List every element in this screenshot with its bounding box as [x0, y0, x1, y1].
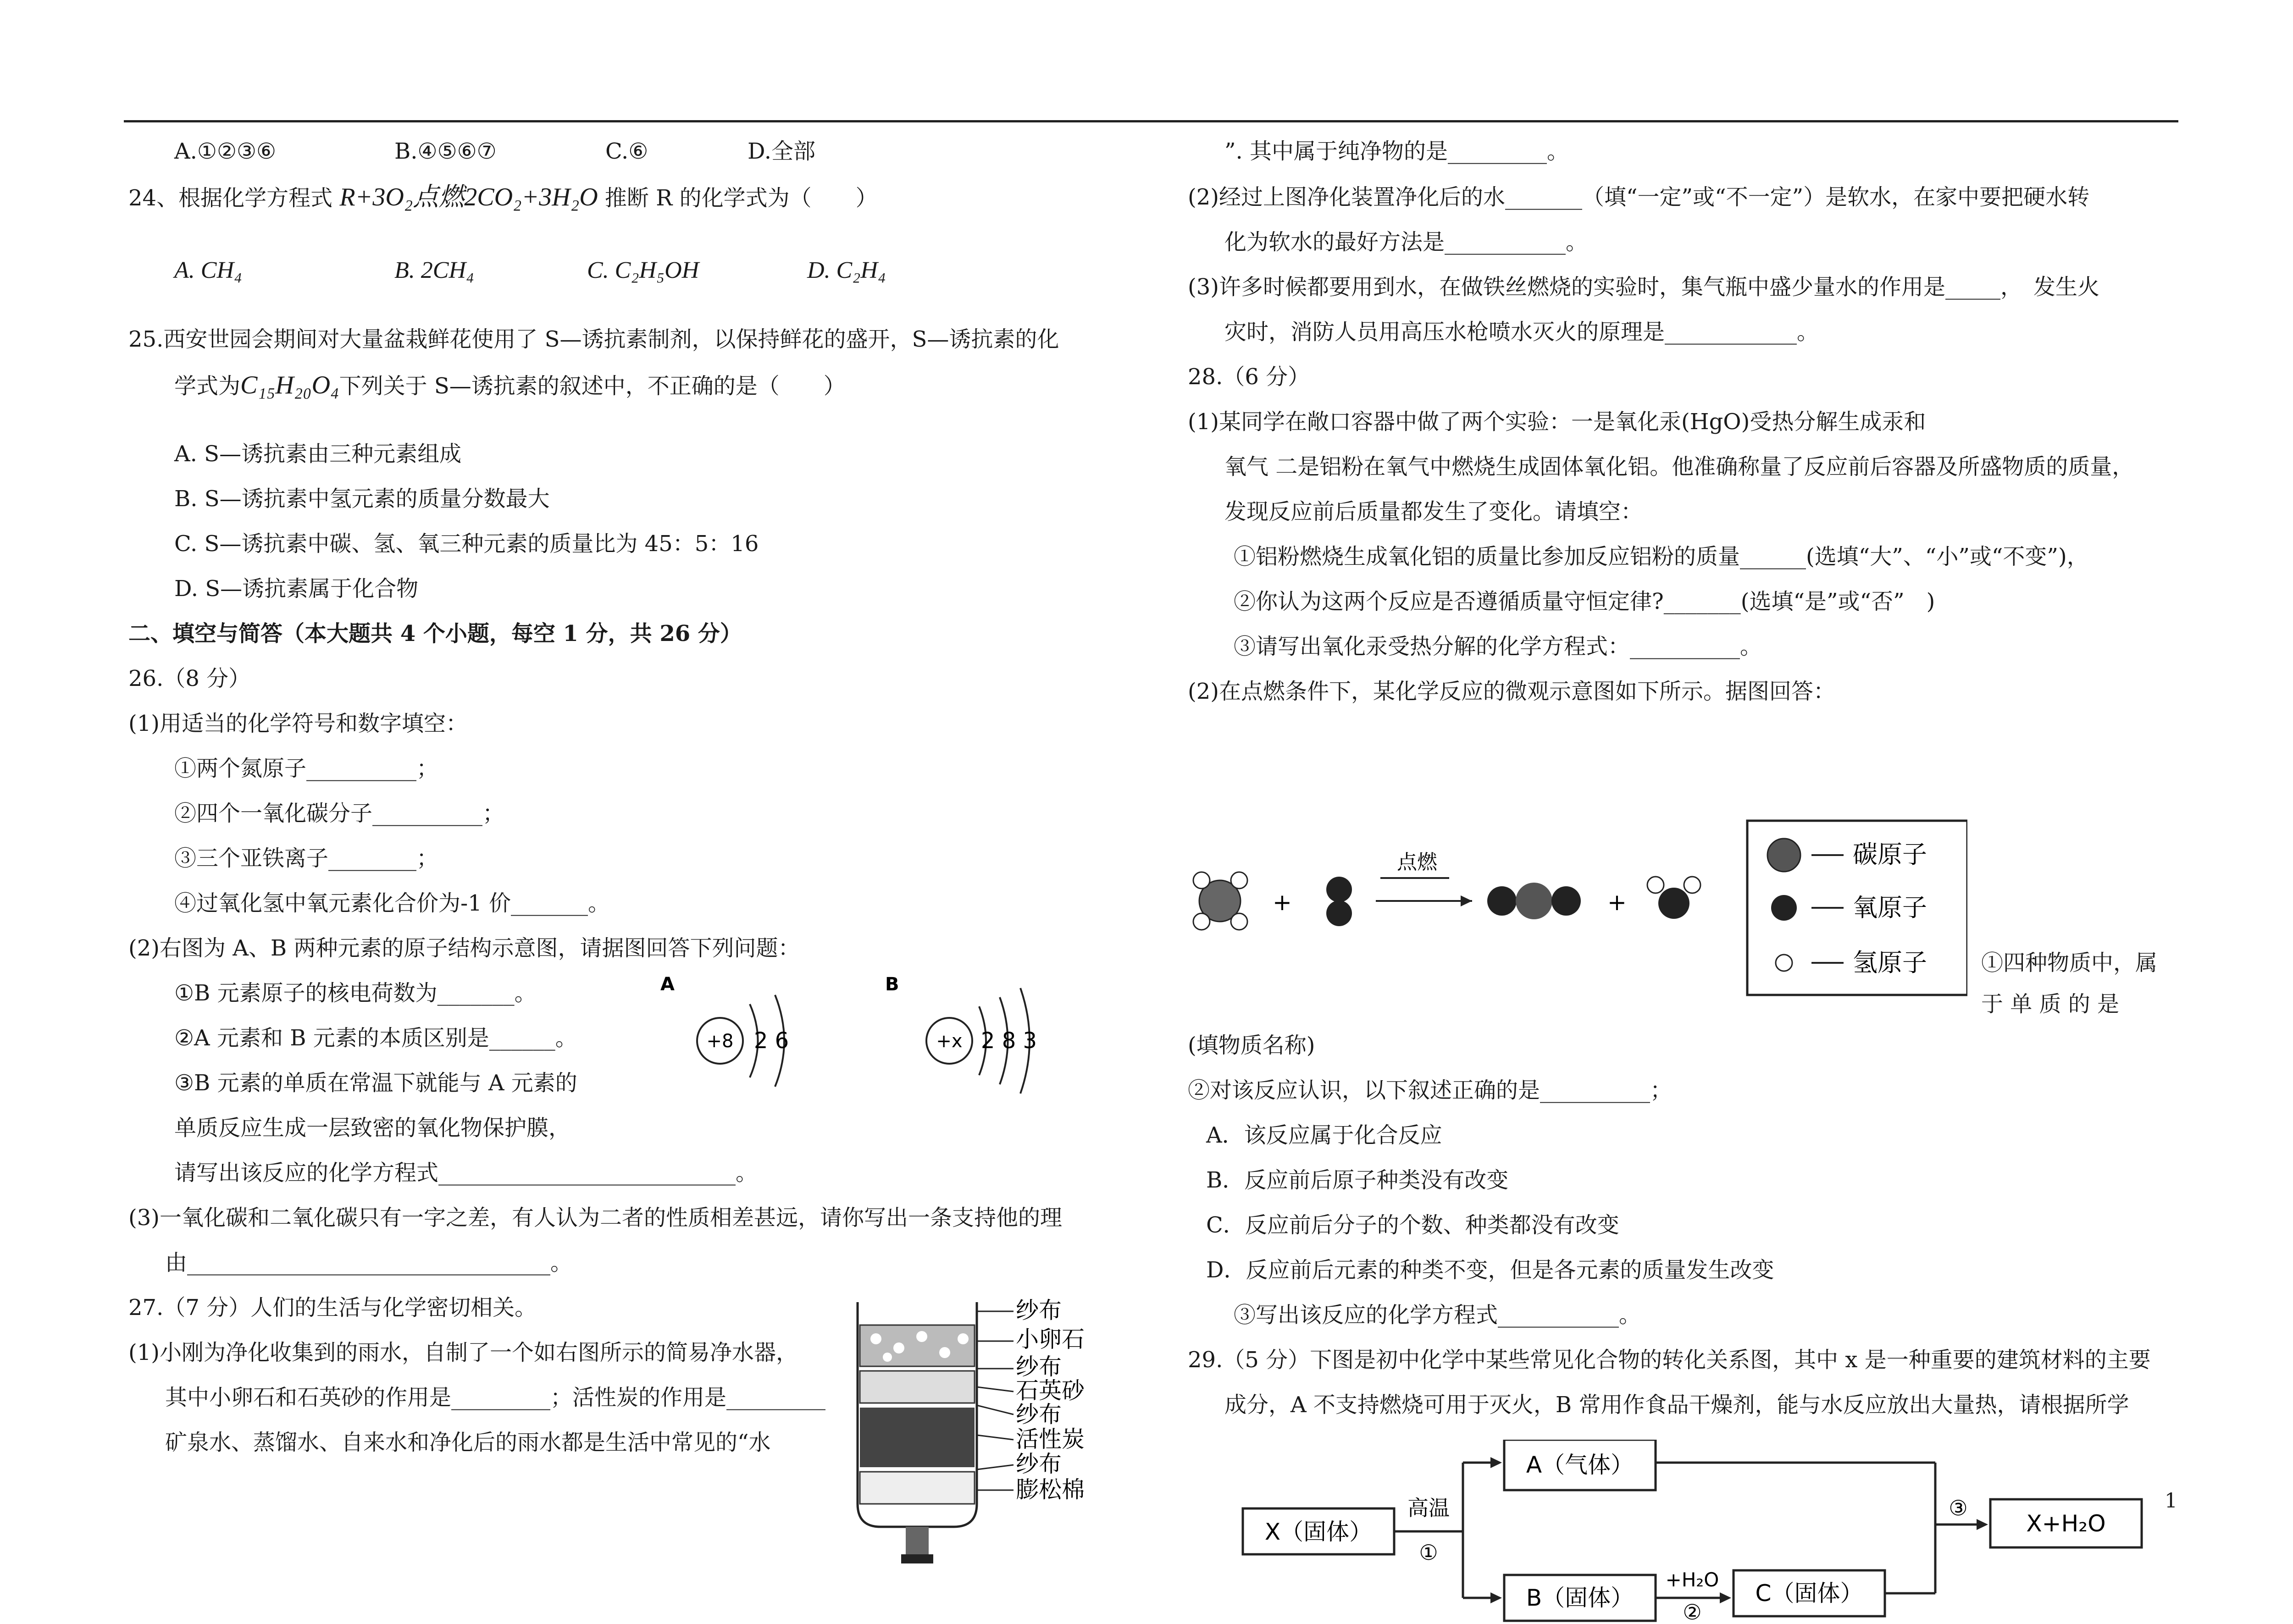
- q26-2-item: ①B 元素原子的核电荷数为_______。: [174, 980, 537, 1006]
- step-1: ①: [1419, 1540, 1438, 1565]
- q24-option-b: B. 2CH₄: [394, 257, 475, 283]
- q27-part1-line2: 其中小卵石和石英砂的作用是_________；活性炭的作用是_________: [165, 1385, 826, 1410]
- q24-option-a: A. CH₄: [174, 257, 243, 283]
- water-molecule: [1658, 888, 1689, 919]
- q26-part3-line2: 由_________________________________。: [165, 1250, 573, 1276]
- q26-1-item: ②四个一氧化碳分子__________；: [174, 801, 505, 826]
- page-number: 1: [2165, 1489, 2177, 1513]
- q23-option-b: B.④⑤⑥⑦: [394, 138, 497, 164]
- q25-option-a: A. S—诱抗素由三种元素组成: [174, 441, 462, 467]
- section-2-heading: 二、填空与简答（本大题共 4 个小题，每空 1 分，共 26 分）: [128, 621, 742, 646]
- svg-text:+: +: [1607, 889, 1627, 916]
- q24-stem: 24、根据化学方程式 R+3O₂点燃2CO₂+3H₂O 推断 R 的化学式为（ ）: [128, 183, 878, 211]
- q28-2-1-line2: 于 单 质 的 是: [1981, 991, 2120, 1017]
- q26-1-item: ③三个亚铁离子________；: [174, 845, 439, 871]
- step-3: ③: [1949, 1496, 1968, 1520]
- q26-1-item: ①两个氮原子__________；: [174, 756, 439, 781]
- q23-option-c: C.⑥: [605, 138, 648, 164]
- q26-2-item: 请写出该反应的化学方程式___________________________。: [174, 1160, 758, 1186]
- atom-a-label: A: [660, 974, 675, 995]
- atom-a-nucleus-charge: +8: [706, 1031, 734, 1052]
- q24-option-d: D. C₂H₄: [807, 257, 886, 283]
- filter-label: 小卵石: [1016, 1326, 1085, 1353]
- filter-label: 纱布: [1016, 1353, 1062, 1380]
- q26-1-item: ④过氧化氢中氧元素化合价为-1 价_______。: [174, 890, 610, 916]
- svg-text:+: +: [1273, 889, 1292, 916]
- q25-option-c: C. S—诱抗素中碳、氢、氧三种元素的质量比为 45：5：16: [174, 531, 759, 557]
- oxygen-molecule: [1326, 877, 1352, 902]
- box-b-label: B（固体）: [1526, 1585, 1634, 1611]
- filter-label: 活性炭: [1016, 1426, 1085, 1453]
- filter-label: 纱布: [1016, 1297, 1062, 1324]
- q27-part3-line1: (3)许多时候都要用到水，在做铁丝燃烧的实验时，集气瓶中盛少量水的作用是_____， 发生火: [1188, 274, 2099, 300]
- q25-stem-line1: 25.西安世园会期间对大量盆栽鲜花使用了 S—诱抗素制剂，以保持鲜花的盛开，S—诱抗素的化: [128, 326, 1059, 352]
- atom-b-nucleus-charge: +x: [936, 1031, 963, 1052]
- legend-hydrogen: 氢原子: [1853, 948, 1927, 977]
- q28-2-2: ②对该反应认识，以下叙述正确的是__________；: [1188, 1077, 1673, 1103]
- q27-part2-line1: (2)经过上图净化装置净化后的水_______（填“一定”或“不一定”）是软水，在家中要把硬水转: [1188, 184, 2090, 210]
- atom-b-electrons: 2 8 3: [980, 1028, 1037, 1054]
- q26-part3-line1: (3)一氧化碳和二氧化碳只有一字之差，有人认为二者的性质相差甚远，请你写出一条支持他的理: [128, 1205, 1062, 1231]
- q27-part1-line3: 矿泉水、蒸馏水、自来水和净化后的雨水都是生活中常见的“水: [165, 1430, 771, 1455]
- box-a-label: A（气体）: [1526, 1452, 1634, 1478]
- q28-1-item: ③请写出氧化汞受热分解的化学方程式：__________。: [1234, 634, 1762, 659]
- q28-1-item: ①铝粉燃烧生成氧化铝的质量比参加反应铝粉的质量______(选填“大”、“小”或“不变”)，: [1234, 544, 2089, 569]
- q28-2-option-c: C．反应前后分子的个数、种类都没有改变: [1206, 1212, 1619, 1238]
- q27-part1-line1: (1)小刚为净化收集到的雨水，自制了一个如右图所示的简易净水器，: [128, 1340, 798, 1365]
- q28-2-option-a: A．该反应属于化合反应: [1206, 1122, 1442, 1148]
- q25-option-d: D. S—诱抗素属于化合物: [174, 576, 419, 602]
- conversion-flow-diagram: [1188, 1440, 2188, 1623]
- q26-part2: (2)右图为 A、B 两种元素的原子结构示意图，请据图回答下列问题：: [128, 935, 800, 961]
- box-x-label: X（固体）: [1264, 1519, 1373, 1545]
- q28-heading: 28.（6 分）: [1188, 364, 1310, 390]
- q28-part1-line1: (1)某同学在敞口容器中做了两个实验：一是氧化汞(HgO)受热分解生成汞和: [1188, 409, 1926, 435]
- box-c-label: C（固体）: [1755, 1580, 1863, 1607]
- q26-2-item: ③B 元素的单质在常温下就能与 A 元素的: [174, 1070, 577, 1096]
- co2-molecule: [1487, 886, 1517, 916]
- q28-2-option-d: D．反应前后元素的种类不变，但是各元素的质量发生改变: [1206, 1257, 1774, 1283]
- q25-stem-line2: 学式为C₁₅H₂₀O₄下列关于 S—诱抗素的叙述中，不正确的是（ ）: [174, 371, 846, 399]
- reaction-micro-diagram: [1188, 812, 1967, 1004]
- q28-2-option-b: B．反应前后原子种类没有改变: [1206, 1167, 1509, 1193]
- legend-oxygen: 氧原子: [1853, 893, 1927, 922]
- q28-part1-line2: 氧气 二是铝粉在氧气中燃烧生成固体氧化铝。他准确称量了反应前后容器及所盛物质的质量，: [1224, 454, 2134, 480]
- cond-high-temp: 高温: [1407, 1496, 1450, 1520]
- q28-part2: (2)在点燃条件下，某化学反应的微观示意图如下所示。据图回答：: [1188, 679, 1835, 704]
- header-rule: [124, 120, 2178, 122]
- q29-line2: 成分，A 不支持燃烧可用于灭火，B 常用作食品干燥剂，能与水反应放出大量热，请根据所学: [1224, 1392, 2129, 1418]
- step-2: ②: [1683, 1600, 1702, 1623]
- q26-part1: (1)用适当的化学符号和数字填空：: [128, 711, 468, 736]
- q25-formula: C₁₅H₂₀O₄: [240, 371, 339, 399]
- q23-option-a: A.①②③⑥: [174, 138, 277, 164]
- filter-label: 石英砂: [1016, 1377, 1085, 1404]
- filter-label: 纱布: [1016, 1401, 1062, 1428]
- q24-equation: R+3O₂点燃2CO₂+3H₂O: [339, 183, 598, 211]
- q23-option-d: D.全部: [748, 138, 816, 164]
- filter-label: 膨松棉: [1016, 1476, 1085, 1503]
- q28-2-3: ③写出该反应的化学方程式___________。: [1234, 1302, 1641, 1328]
- reaction-condition: 点燃: [1397, 851, 1437, 874]
- q25-option-b: B. S—诱抗素中氢元素的质量分数最大: [174, 486, 550, 512]
- box-out-label: X+H₂O: [2026, 1510, 2106, 1537]
- q26-2-item: 单质反应生成一层致密的氧化物保护膜，: [174, 1115, 571, 1141]
- atom-structure-diagrams: [656, 963, 1114, 1114]
- q27-part3-line2: 灾时，消防人员用高压水枪喷水灭火的原理是____________。: [1224, 319, 1819, 345]
- water-filter-diagram: [848, 1293, 1105, 1623]
- q29-line1: 29.（5 分）下图是初中化学中某些常见化合物的转化关系图，其中 x 是一种重要的建筑材料的主要: [1188, 1347, 2151, 1373]
- q27-part2-line2: 化为软水的最好方法是___________。: [1224, 229, 1588, 255]
- q28-part1-line3: 发现反应前后质量都发生了变化。请填空：: [1224, 499, 1643, 525]
- atom-a-electrons: 2 6: [753, 1028, 789, 1054]
- q28-1-item: ②你认为这两个反应是否遵循质量守恒定律?_______(选填“是”或“否” ): [1234, 589, 1935, 614]
- q27-heading: 27.（7 分）人们的生活与化学密切相关。: [128, 1295, 537, 1320]
- q24-option-c: C. C₂H₅OH: [587, 257, 699, 283]
- q27-continued: ”. 其中属于纯净物的是_________。: [1224, 138, 1569, 164]
- q28-2-1-line3: (填物质名称): [1188, 1033, 1315, 1058]
- legend-carbon: 碳原子: [1853, 840, 1927, 869]
- cond-add-water: +H₂O: [1665, 1569, 1719, 1591]
- q26-2-item: ②A 元素和 B 元素的本质区别是______。: [174, 1025, 577, 1051]
- q26-heading: 26.（8 分）: [128, 666, 251, 691]
- atom-b-label: B: [885, 974, 899, 995]
- filter-label: 纱布: [1016, 1451, 1062, 1477]
- q28-2-1-line1: ①四种物质中，属: [1981, 950, 2158, 976]
